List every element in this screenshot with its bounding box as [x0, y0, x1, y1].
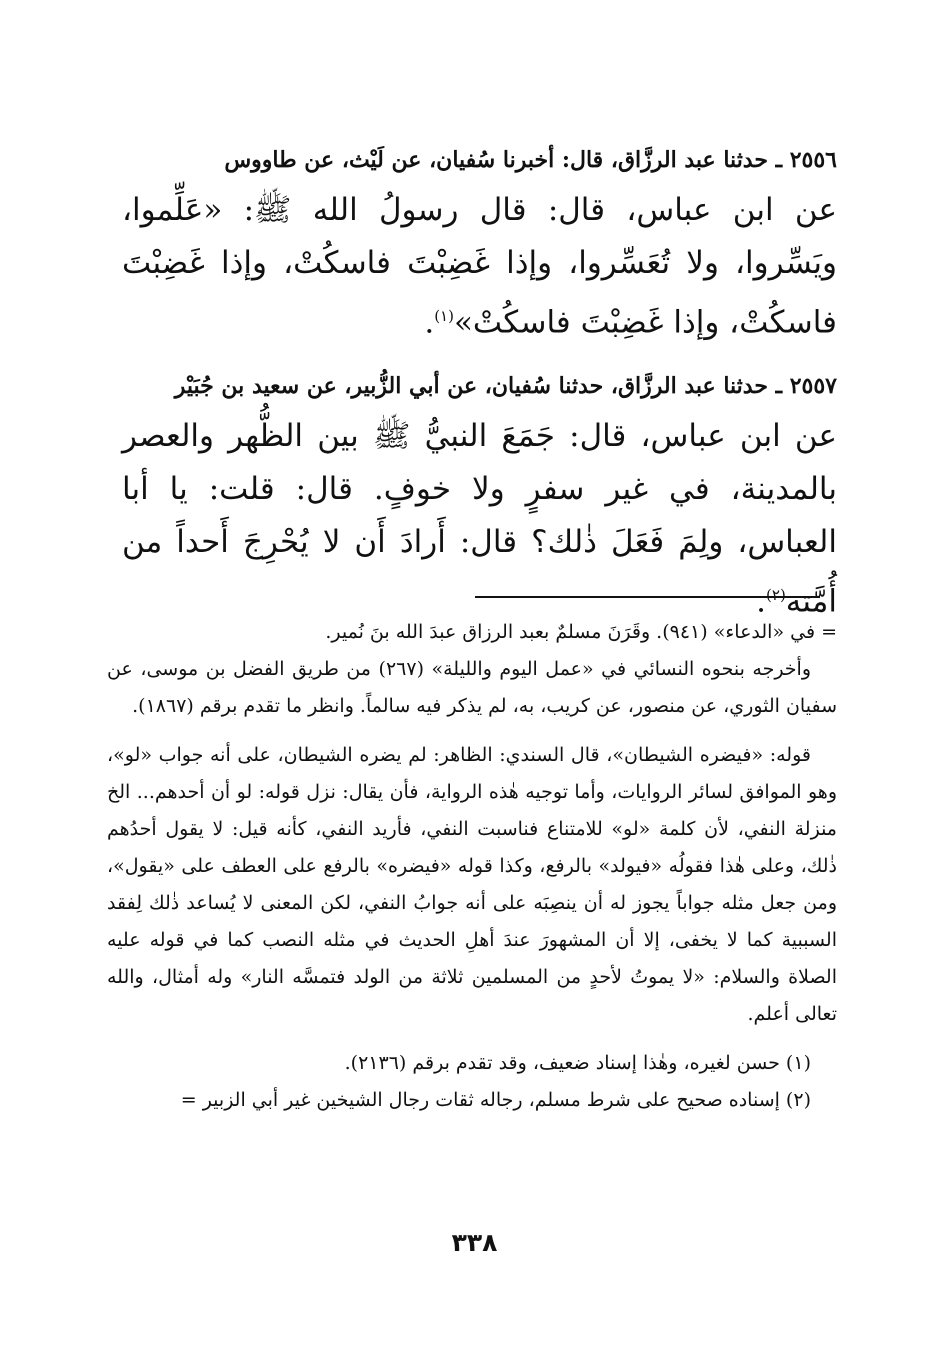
footnote-continuation: = في «الدعاء» (٩٤١). وقَرَنَ مسلمٌ بعبد الرزاق عبدَ الله بنَ نُمير.: [325, 621, 837, 643]
hadith-isnad: ٢٥٥٧ ـ حدثنا عبد الرزَّاق، حدثنا سُفيان، عن أبي الزُّبير، عن سعيد بن جُبَيْر: [174, 373, 837, 399]
page-number: ٣٣٨: [451, 1228, 498, 1257]
hadith-2557: [122, 370, 837, 628]
footnote-2: (٢) إسناده صحيح على شرط مسلم، رجاله ثقات رجال الشيخين غير أبي الزبير =: [180, 1089, 811, 1111]
footnote-separator: [475, 596, 820, 598]
hadith-chain: حدثنا عبد الرزَّاق، حدثنا سُفيان، عن أبي الزُّبير، عن سعيد بن جُبَيْر: [174, 373, 768, 399]
hadith-number: ٢٥٥٦: [789, 147, 837, 173]
hadith-text: عن ابن عباس، قال: جَمَعَ النبيُّ ﷺ بين الظُّهر والعصر بالمدينة، في غير سفرٍ ولا خوفٍ. قال: قلت: يا أبا العباس، ولِمَ فَعَلَ ذٰلك؟ قال: أَرادَ أَن لا يُحْرِجَ أَحداً من أُمَّته$^{(٢)}$.: [122, 418, 837, 620]
hadith-text: عن ابن عباس، قال: قال رسولُ الله ﷺ: «عَلِّموا، ويَسِّروا، ولا تُعَسِّروا، وإذا غَضِبْتَ فاسكُتْ، وإذا غَضِبْتَ فاسكُتْ، وإذا غَضِبْتَ فاسكُتْ»$^{(١)}$.: [122, 192, 837, 341]
hadith-isnad: ٢٥٥٦ ـ حدثنا عبد الرزَّاق، قال: أخبرنا سُفيان، عن لَيْث، عن طاووس: [224, 147, 837, 173]
footnote-reference[interactable]: (٢): [766, 586, 786, 604]
hadith-chain: حدثنا عبد الرزَّاق، قال: أخبرنا سُفيان، عن لَيْث، عن طاووس: [224, 147, 768, 173]
footnote-paragraph: وأخرجه بنحوه النسائي في «عمل اليوم والليلة» (٢٦٧) من طريق الفضل بن موسى، عن سفيان الثوري، عن منصور، عن كريب، به، لم يذكر فيه سالماً. وانظر ما تقدم برقم (١٨٦٧).: [107, 658, 837, 717]
footnote-reference[interactable]: (١): [434, 307, 454, 325]
hadith-2556: [122, 144, 837, 349]
footnote-paragraph: قوله: «فيضره الشيطان»، قال السندي: الظاهر: لم يضره الشيطان، على أنه جواب «لو»، وهو الموافق لسائر الروايات، وأما توجيه هٰذه الرواية، فأن يقال: نزل قوله: لو أن أحدهم... الخ منزلة النفي، لأن كلمة «لو» للامتناع فناسبت النفي، فأريد النفي، كأنه قيل: لا يقول أحدُهم ذٰلك، وعلى هٰذا فقولُه «فيولد» بالرفع، وكذا قوله «فيضره» بالرفع على العطف على «يقول»، ومن جعل مثله جواباً يجوز له أن ينصِبَه على أنه جوابُ النفي، لكن المعنى لا يُساعد ذٰلك لِفقد السببية كما لا يخفى، إلا أن المشهورَ عندَ أهلِ الحديث في مثله النصب كما في قوله عليه الصلاة والسلام: «لا يموتُ لأحدٍ من المسلمين ثلاثة من الولد فتمسَّه النار» وله أمثال، والله تعالى أعلم.: [107, 744, 837, 1025]
footnote-1: (١) حسن لغيره، وهٰذا إسناد ضعيف، وقد تقدم برقم (٢١٣٦).: [344, 1052, 811, 1074]
hadith-matn: عن ابن عباس، قال: قال رسولُ الله ﷺ: «عَلِّموا، ويَسِّروا، ولا تُعَسِّروا، وإذا غَضِبْتَ فاسكُتْ، وإذا غَضِبْتَ فاسكُتْ، وإذا غَضِبْتَ فاسكُتْ»: [122, 192, 837, 341]
footnotes-section: [107, 614, 837, 1119]
hadith-matn: عن ابن عباس، قال: جَمَعَ النبيُّ ﷺ بين الظُّهر والعصر بالمدينة، في غير سفرٍ ولا خوفٍ. قال: قلت: يا أبا العباس، ولِمَ فَعَلَ ذٰلك؟ قال: أَرادَ أَن لا يُحْرِجَ أَحداً من أُمَّته: [122, 418, 837, 620]
hadith-number: ٢٥٥٧: [789, 373, 837, 399]
